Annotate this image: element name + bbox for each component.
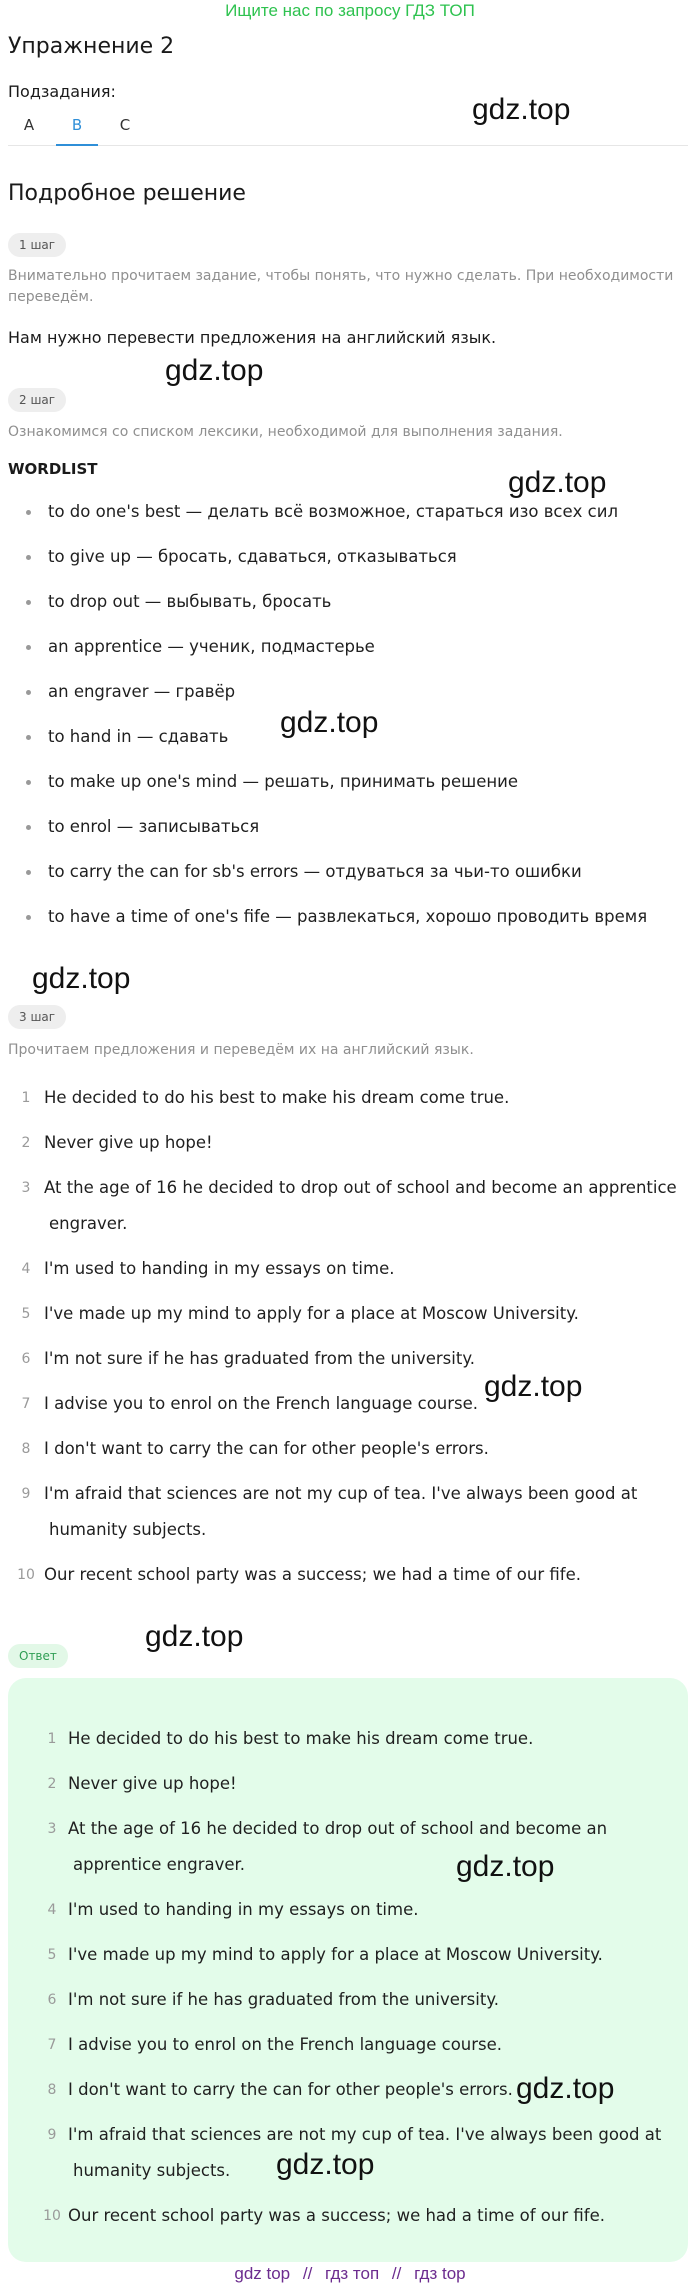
watermark: gdz.top: [165, 354, 264, 387]
watermark: gdz.top: [280, 706, 379, 739]
list-item: an apprentice — ученик, подмастерье: [0, 635, 700, 680]
sentence-text: I advise you to enrol on the French language course.: [68, 2035, 503, 2054]
watermark: gdz.top: [472, 93, 571, 126]
sentence-text: Never give up hope!: [68, 1774, 237, 1793]
list-item: to have a time of one's fife — развлекаться, хорошо проводить время: [0, 905, 700, 950]
sentence-text: Never give up hope!: [44, 1133, 213, 1152]
watermark: gdz.top: [145, 1620, 244, 1653]
footer-links: [0, 2264, 700, 2284]
watermark: gdz.top: [516, 2072, 615, 2105]
list-item: to make up one's mind — решать, принимать решение: [0, 770, 700, 815]
list-item: [0, 1563, 700, 1608]
list-item: an engraver — гравёр: [0, 680, 700, 725]
answer-badge: Ответ: [8, 1644, 68, 1668]
item-number: 2: [21, 1135, 31, 1151]
item-number: 4: [47, 1902, 57, 1918]
step-3-note: Прочитаем предложения и переведём их на английский язык.: [8, 1042, 474, 1058]
list-item: to drop out — выбывать, бросать: [0, 590, 700, 635]
sentence-text-continued: apprentice engraver.: [73, 1855, 246, 1874]
item-number: 9: [21, 1486, 31, 1502]
sentence-text: I'm used to handing in my essays on time.: [44, 1259, 395, 1278]
subtasks-label: Подзадания:: [8, 82, 116, 101]
watermark: gdz.top: [32, 962, 131, 995]
watermark: gdz.top: [484, 1370, 583, 1403]
list-item: [0, 1131, 700, 1176]
sentence-text: At the age of 16 he decided to drop out of school and become an apprentice: [44, 1178, 677, 1197]
item-number: 8: [21, 1441, 31, 1457]
list-item: to enrol — записываться: [0, 815, 700, 860]
subtask-tabs: [8, 112, 688, 146]
sentence-text: He decided to do his best to make his dream come true.: [68, 1729, 534, 1748]
footer-separator: //: [302, 2264, 313, 2283]
footer-link-gdz-top[interactable]: gdz top: [234, 2264, 291, 2283]
watermark: gdz.top: [508, 466, 607, 499]
item-number: 7: [47, 2037, 57, 2053]
sentence-text: At the age of 16 he decided to drop out of school and become an: [68, 1819, 608, 1838]
tab-c[interactable]: C: [119, 116, 131, 134]
step-3-sentences: [0, 1086, 700, 1608]
list-item: to give up — бросать, сдаваться, отказываться: [0, 545, 700, 590]
watermark: gdz.top: [456, 1850, 555, 1883]
list-item: [0, 1727, 700, 1772]
list-item: [0, 1772, 700, 1817]
item-number: 5: [47, 1947, 57, 1963]
item-number: 1: [47, 1731, 57, 1747]
list-item: to do one's best — делать всё возможное, стараться изо всех сил: [0, 500, 700, 545]
list-item: to carry the can for sb's errors — отдуваться за чьи-то ошибки: [0, 860, 700, 905]
footer-separator: //: [391, 2264, 402, 2283]
sentence-text: I'm used to handing in my essays on time.: [68, 1900, 419, 1919]
step-3-badge: 3 шаг: [8, 1005, 66, 1029]
promo-banner[interactable]: Ищите нас по запросу ГДЗ ТОП: [225, 1, 475, 20]
sentence-text: I don't want to carry the can for other people's errors.: [68, 2080, 513, 2099]
item-number: 3: [47, 1821, 57, 1837]
list-item: [0, 1086, 700, 1131]
sentence-text: I advise you to enrol on the French language course.: [44, 1394, 479, 1413]
sentence-text: I'm not sure if he has graduated from the university.: [68, 1990, 499, 2009]
sentence-text: Our recent school party was a success; we had a time of our fife.: [44, 1565, 581, 1584]
item-number: 6: [47, 1992, 57, 2008]
footer-link-gdz-top-mixed[interactable]: гдз top: [414, 2264, 466, 2283]
sentence-text: I've made up my mind to apply for a place at Moscow University.: [68, 1945, 603, 1964]
wordlist-title: WORDLIST: [8, 460, 98, 478]
item-number: 3: [21, 1180, 31, 1196]
sentence-text-continued: humanity subjects.: [73, 2161, 231, 2180]
sentence-text: I'm not sure if he has graduated from the university.: [44, 1349, 475, 1368]
step-2-badge: 2 шаг: [8, 388, 66, 412]
item-number: 10: [43, 2208, 61, 2224]
sentence-text: I've made up my mind to apply for a place at Moscow University.: [44, 1304, 579, 1323]
list-item: [0, 1943, 700, 1988]
footer-link-gdz-top-ru[interactable]: гдз топ: [325, 2264, 380, 2283]
sentence-text: I don't want to carry the can for other people's errors.: [44, 1439, 489, 1458]
sentence-text-continued: humanity subjects.: [49, 1520, 207, 1539]
watermark: gdz.top: [276, 2148, 375, 2181]
item-number: 8: [47, 2082, 57, 2098]
tab-b[interactable]: B: [56, 112, 98, 146]
sentence-text-continued: engraver.: [49, 1214, 128, 1233]
list-item: [0, 1257, 700, 1302]
list-item: [0, 1347, 700, 1392]
step-1-note: Внимательно прочитаем задание, чтобы понять, что нужно сделать. При необходимости переведём.: [8, 268, 674, 305]
list-item: [0, 1392, 700, 1437]
item-number: 7: [21, 1396, 31, 1412]
item-number: 4: [21, 1261, 31, 1277]
list-item: [0, 1817, 700, 1898]
item-number: 10: [17, 1567, 35, 1583]
item-number: 9: [47, 2127, 57, 2143]
sentence-text: Our recent school party was a success; we had a time of our fife.: [68, 2206, 605, 2225]
list-item: [0, 1302, 700, 1347]
exercise-title: Упражнение 2: [8, 34, 175, 59]
sentence-text: He decided to do his best to make his dream come true.: [44, 1088, 510, 1107]
step-2-note: Ознакомимся со списком лексики, необходимой для выполнения задания.: [8, 424, 563, 440]
list-item: to hand in — сдавать: [0, 725, 700, 770]
list-item: [0, 1898, 700, 1943]
solution-title: Подробное решение: [8, 181, 246, 206]
item-number: 1: [21, 1090, 31, 1106]
item-number: 6: [21, 1351, 31, 1367]
item-number: 2: [47, 1776, 57, 1792]
list-item: [0, 1482, 700, 1563]
list-item: [0, 1437, 700, 1482]
item-number: 5: [21, 1306, 31, 1322]
list-item: [0, 1176, 700, 1257]
step-1-badge: 1 шаг: [8, 233, 66, 257]
sentence-text: I'm afraid that sciences are not my cup of tea. I've always been good at: [44, 1484, 638, 1503]
list-item: [0, 2204, 700, 2249]
step-1-text: Нам нужно перевести предложения на английский язык.: [8, 328, 497, 347]
tab-a[interactable]: A: [23, 116, 35, 134]
list-item: [0, 1988, 700, 2033]
sentence-text: I'm afraid that sciences are not my cup of tea. I've always been good at: [68, 2125, 662, 2144]
